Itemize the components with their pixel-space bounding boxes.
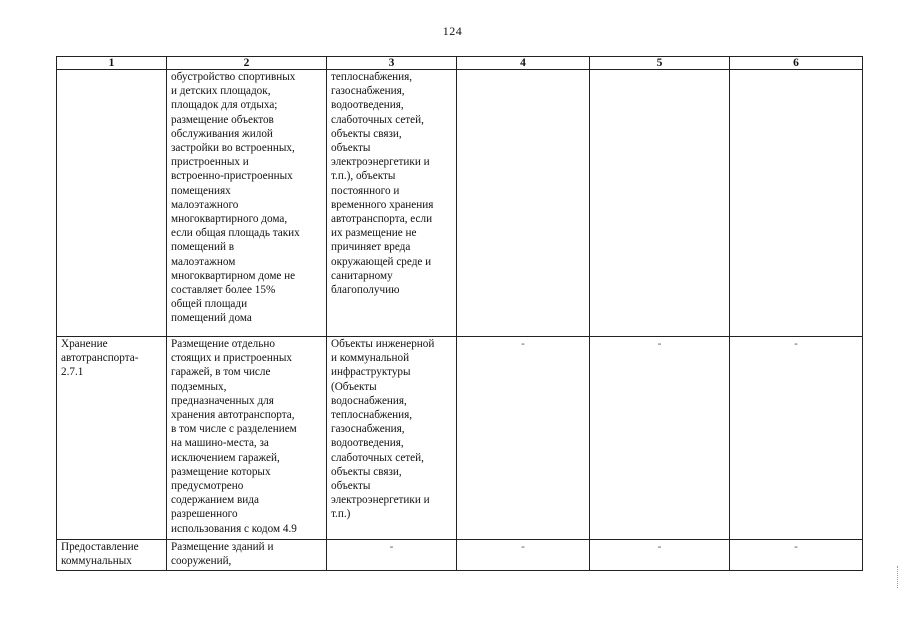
cell-text-line: если общая площадь таких	[171, 227, 300, 240]
cell-text-line: хранения автотранспорта,	[171, 409, 295, 422]
cell-text-line: Хранение	[61, 338, 108, 350]
cell-text-line: малоэтажного	[171, 198, 239, 211]
cell-text-line: Предоставление	[61, 541, 139, 553]
cell-text-line: постоянного и	[331, 184, 400, 197]
cell-text-line: т.п.), объекты	[331, 170, 396, 183]
cell-text-line: благополучию	[331, 284, 400, 297]
cell-text-line: объекты связи,	[331, 127, 402, 140]
row1-auxiliary-uses	[327, 70, 457, 337]
cell-text-line: Объекты инженерной	[331, 338, 435, 350]
cell-text-line: Размещение отдельно	[171, 338, 275, 350]
cell-text-line: объекты	[331, 480, 371, 493]
cell-text-line: гаражей, в том числе	[171, 366, 271, 379]
row2-col4: -	[457, 337, 590, 540]
header-col-4: 4	[457, 57, 590, 70]
cell-text-line: застройки во встроенных,	[171, 142, 295, 155]
cell-text-line: инфраструктуры	[331, 366, 411, 379]
cell-text-line: помещений в	[171, 241, 235, 254]
header-col-2: 2	[167, 57, 327, 70]
row3-col5: -	[590, 540, 730, 571]
cell-text-line: т.п.)	[331, 508, 351, 521]
cell-text-line: содержанием вида	[171, 494, 259, 507]
table-row	[57, 337, 863, 540]
cell-text-line: объекты связи,	[331, 465, 402, 478]
cell-text-line: слаботочных сетей,	[331, 451, 424, 464]
cell-text-line: встроенно-пристроенных	[171, 170, 293, 183]
row2-use-description	[167, 337, 327, 540]
cell-text-line: их размещение не	[331, 227, 417, 240]
table-header-row	[57, 57, 863, 70]
cell-text-line: обустройство спортивных	[171, 71, 296, 83]
cell-text-line: площадок для отдыха;	[171, 99, 278, 112]
page-number: 124	[442, 24, 463, 38]
cell-text-line: Размещение зданий и	[171, 541, 274, 553]
cell-text-line: газоснабжения,	[331, 423, 405, 436]
scan-margin-mark	[897, 566, 900, 588]
row1-col6	[730, 70, 863, 337]
cell-text-line: санитарному	[331, 269, 393, 282]
cell-text-line: малоэтажном	[171, 255, 236, 268]
header-col-6: 6	[730, 57, 863, 70]
cell-text-line: исключением гаражей,	[171, 451, 280, 464]
cell-text-line: на машино-места, за	[171, 437, 269, 450]
row3-use-name	[57, 540, 167, 571]
row3-col3: -	[327, 540, 457, 571]
cell-text-line: автотранспорта, если	[331, 213, 433, 226]
cell-text-line: временного хранения	[331, 198, 434, 211]
cell-text-line: объекты	[331, 142, 371, 155]
cell-text-line: обслуживания жилой	[171, 127, 273, 140]
row3-col4: -	[457, 540, 590, 571]
cell-text-line: теплоснабжения,	[331, 71, 413, 83]
cell-text-line: (Объекты	[331, 380, 377, 393]
row2-auxiliary-uses	[327, 337, 457, 540]
cell-text-line: многоквартирном доме не	[171, 269, 296, 282]
cell-text-line: окружающей среде и	[331, 255, 432, 268]
row2-col6: -	[730, 337, 863, 540]
row2-col5: -	[590, 337, 730, 540]
cell-text-line: электроэнергетики и	[331, 156, 430, 169]
row2-use-name	[57, 337, 167, 540]
cell-text-line: водоснабжения,	[331, 394, 407, 407]
cell-text-line: 2.7.1	[61, 366, 84, 379]
row3-use-description	[167, 540, 327, 571]
land-use-table	[56, 56, 863, 571]
cell-text-line: помещений дома	[171, 312, 252, 325]
cell-text-line: коммунальных	[61, 555, 132, 568]
cell-text-line: размещение объектов	[171, 113, 274, 126]
cell-text-line: размещение которых	[171, 465, 271, 478]
cell-text-line: автотранспорта-	[61, 352, 139, 365]
cell-text-line: помещениях	[171, 184, 231, 197]
header-col-1: 1	[57, 57, 167, 70]
cell-text-line: разрешенного	[171, 508, 238, 521]
table-row	[57, 70, 863, 337]
header-col-3: 3	[327, 57, 457, 70]
cell-text-line: теплоснабжения,	[331, 409, 413, 422]
table-row	[57, 540, 863, 571]
cell-text-line: в том числе с разделением	[171, 423, 297, 436]
row1-col4	[457, 70, 590, 337]
cell-text-line: предназначенных для	[171, 394, 274, 407]
cell-text-line: слаботочных сетей,	[331, 113, 424, 126]
cell-text-line: причиняет вреда	[331, 241, 411, 254]
row1-use-name	[57, 70, 167, 337]
header-col-5: 5	[590, 57, 730, 70]
cell-text-line: общей площади	[171, 298, 248, 311]
cell-text-line: составляет более 15%	[171, 284, 276, 297]
cell-text-line: использования с кодом 4.9	[171, 522, 297, 535]
cell-text-line: и детских площадок,	[171, 85, 271, 98]
cell-text-line: сооружений,	[171, 555, 232, 568]
cell-text-line: стоящих и пристроенных	[171, 352, 292, 365]
row1-use-description	[167, 70, 327, 337]
cell-text-line: и коммунальной	[331, 352, 410, 365]
cell-text-line: пристроенных и	[171, 156, 249, 169]
cell-text-line: многоквартирного дома,	[171, 213, 288, 226]
cell-text-line: газоснабжения,	[331, 85, 405, 98]
cell-text-line: электроэнергетики и	[331, 494, 430, 507]
cell-text-line: подземных,	[171, 380, 227, 393]
cell-text-line: предусмотрено	[171, 480, 244, 493]
cell-text-line: водоотведения,	[331, 437, 404, 450]
row3-col6: -	[730, 540, 863, 571]
cell-text-line: водоотведения,	[331, 99, 404, 112]
row1-col5	[590, 70, 730, 337]
